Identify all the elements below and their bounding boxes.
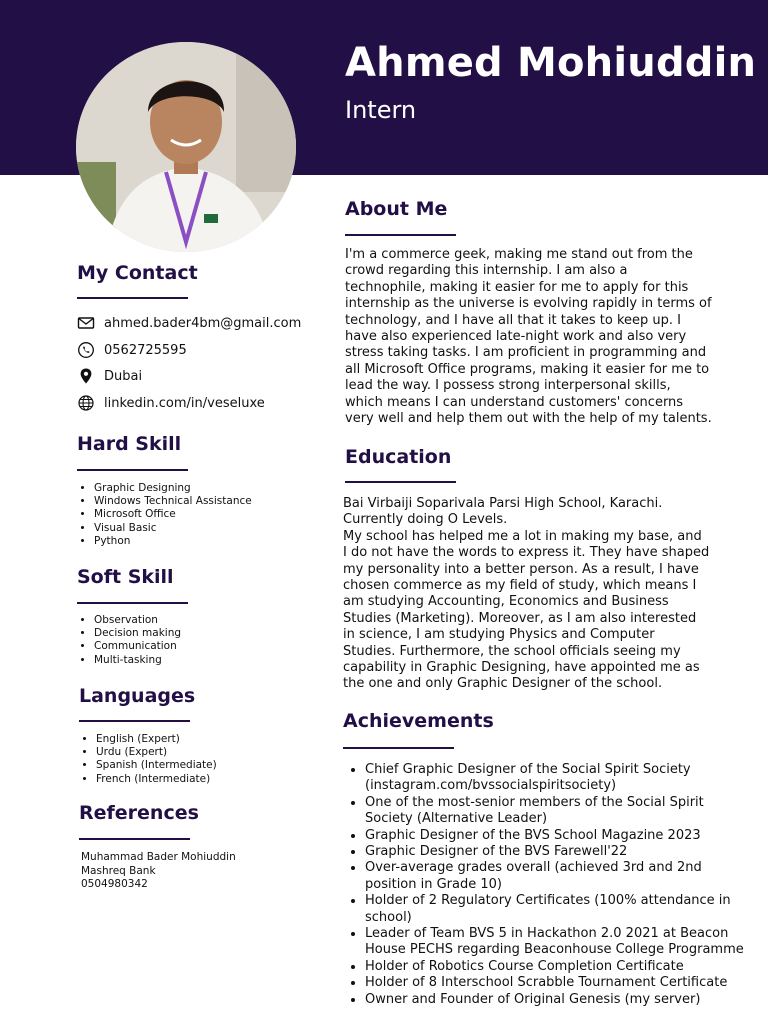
profile-photo (76, 42, 296, 252)
paragraph-line: stress taking tasks. I am proficient in programming and (345, 345, 707, 361)
globe-icon (77, 394, 95, 412)
education-paragraph (343, 496, 709, 693)
mail-icon (77, 314, 95, 332)
soft-skill-list (77, 614, 181, 667)
languages-title-underline (79, 720, 190, 722)
list-item: • Visual Basic (94, 522, 252, 535)
paragraph-line: the one and only Graphic Designer of the school. (343, 676, 663, 692)
list-item: • Observation (94, 614, 181, 627)
contact-phone-text: 0562725595 (104, 342, 187, 358)
achievement-line: • Over-average grades overall (achieved 3rd and 2nd (365, 860, 702, 876)
paragraph-line: Studies (Marketing). Moreover, as I am also interested (343, 610, 697, 626)
achievements-section-title: Achievements (343, 710, 494, 732)
achievement-line: • Owner and Founder of Original Genesis (my server) (365, 991, 701, 1007)
achievement-line: • One of the most-senior members of the Social Spirit (365, 794, 704, 810)
list-item: • Multi-tasking (94, 654, 181, 667)
achievement-line: • Holder of Robotics Course Completion Certificate (365, 958, 684, 974)
contact-section-title: My Contact (77, 262, 198, 284)
contact-linkedin[interactable] (77, 394, 265, 412)
achievement-line: • Graphic Designer of the BVS Farewell'22 (365, 844, 628, 860)
resume-name: Ahmed Mohiuddin (345, 40, 757, 86)
contact-email-text: ahmed.bader4bm@gmail.com (104, 315, 302, 331)
achievement-item (365, 975, 744, 991)
list-item: • Windows Technical Assistance (94, 495, 252, 508)
contact-location (77, 367, 142, 385)
list-item: • Spanish (Intermediate) (96, 759, 217, 772)
about-paragraph (345, 247, 712, 427)
paragraph-line: have also experienced late-night work and also very (345, 329, 687, 345)
about-section-title: About Me (345, 198, 448, 220)
reference-name: Muhammad Bader Mohiuddin (81, 851, 236, 863)
paragraph-line: Bai Virbaiji Soparivala Parsi High School, Karachi. (343, 496, 663, 511)
list-item: • Communication (94, 640, 181, 653)
achievement-item (365, 762, 744, 795)
list-item: • Microsoft Office (94, 508, 252, 521)
paragraph-line: technophile, making it easier for me to apply for this (345, 279, 689, 295)
list-item: • Urdu (Expert) (96, 746, 217, 759)
achievement-item (365, 795, 744, 828)
education-title-underline (345, 481, 456, 483)
hard-skill-title-underline (77, 469, 188, 471)
list-item: • Decision making (94, 627, 181, 640)
paragraph-line: I do not have the words to express it. They have shaped (343, 545, 710, 561)
achievement-item (365, 860, 744, 893)
person-portrait-icon (76, 42, 296, 252)
soft-skill-section-title: Soft Skill (77, 566, 174, 588)
achievement-line: • Leader of Team BVS 5 in Hackathon 2.0 2021 at Beacon (365, 926, 729, 942)
achievement-item (365, 893, 744, 926)
paragraph-line: technology, and I have all that it takes to keep up. I (345, 312, 681, 328)
soft-skill-title-underline (77, 602, 188, 604)
achievement-line: • Holder of 8 Interschool Scrabble Tournament Certificate (365, 975, 728, 991)
references-block (81, 851, 236, 892)
contact-email[interactable] (77, 314, 301, 332)
references-title-underline (79, 838, 190, 840)
paragraph-line: in science, I am studying Physics and Computer (343, 627, 655, 643)
list-item: • English (Expert) (96, 733, 217, 746)
phone-icon (77, 341, 95, 359)
resume-role: Intern (345, 96, 417, 124)
achievement-line: (instagram.com/bvssocialspiritsociety) (365, 778, 617, 794)
paragraph-line: internship as the universe is evolving rapidly in terms of (345, 296, 712, 312)
achievement-line: Society (Alternative Leader) (365, 811, 548, 827)
achievement-item (365, 828, 744, 844)
contact-title-underline (77, 297, 188, 299)
list-item: • Python (94, 535, 252, 548)
achievements-title-underline (343, 747, 454, 749)
paragraph-line: all Microsoft Office programs, making it easier for me to (345, 361, 710, 377)
contact-location-text: Dubai (104, 368, 143, 384)
achievement-item (365, 926, 744, 959)
hard-skill-list (77, 482, 252, 548)
languages-list (79, 733, 217, 786)
achievement-item (365, 992, 744, 1008)
achievement-line: • Chief Graphic Designer of the Social Spirit Society (365, 762, 691, 777)
achievement-item (365, 844, 744, 860)
achievement-line: House PECHS regarding Beaconhouse College Programme (365, 942, 744, 958)
paragraph-line: Studies. Furthermore, the school officials seeing my (343, 643, 681, 659)
paragraph-line: crowd regarding this internship. I am also a (345, 263, 628, 279)
paragraph-line: Currently doing O Levels. (343, 512, 508, 528)
languages-section-title: Languages (79, 685, 196, 707)
paragraph-line: capability in Graphic Designing, have appointed me as (343, 660, 700, 676)
paragraph-line: lead the way. I possess strong interpersonal skills, (345, 378, 671, 394)
paragraph-line: chosen commerce as my field of study, which means I (343, 578, 697, 594)
reference-phone: 0504980342 (81, 878, 148, 890)
paragraph-line: my personality into a better person. As a result, I have (343, 561, 699, 577)
education-section-title: Education (345, 446, 452, 468)
location-pin-icon (77, 367, 95, 385)
achievement-line: school) (365, 909, 412, 925)
about-title-underline (345, 234, 456, 236)
paragraph-line: My school has helped me a lot in making my base, and (343, 528, 702, 544)
achievement-line: • Holder of 2 Regulatory Certificates (100% attendance in (365, 893, 731, 909)
achievement-line: • Graphic Designer of the BVS School Magazine 2023 (365, 827, 701, 843)
paragraph-line: I'm a commerce geek, making me stand out from the (345, 247, 693, 262)
hard-skill-section-title: Hard Skill (77, 433, 182, 455)
list-item: • Graphic Designing (94, 482, 252, 495)
achievements-list (345, 762, 744, 1008)
paragraph-line: which means I can understand customers' concerns (345, 394, 684, 410)
achievement-item (365, 959, 744, 975)
achievement-line: position in Grade 10) (365, 876, 502, 892)
contact-linkedin-text: linkedin.com/in/veseluxe (104, 395, 265, 411)
references-section-title: References (79, 802, 199, 824)
list-item: • French (Intermediate) (96, 773, 217, 786)
contact-phone[interactable] (77, 341, 187, 359)
paragraph-line: am studying Accounting, Economics and Business (343, 594, 669, 610)
paragraph-line: very well and help them out with the help of my talents. (345, 411, 712, 427)
reference-company: Mashreq Bank (81, 864, 156, 877)
